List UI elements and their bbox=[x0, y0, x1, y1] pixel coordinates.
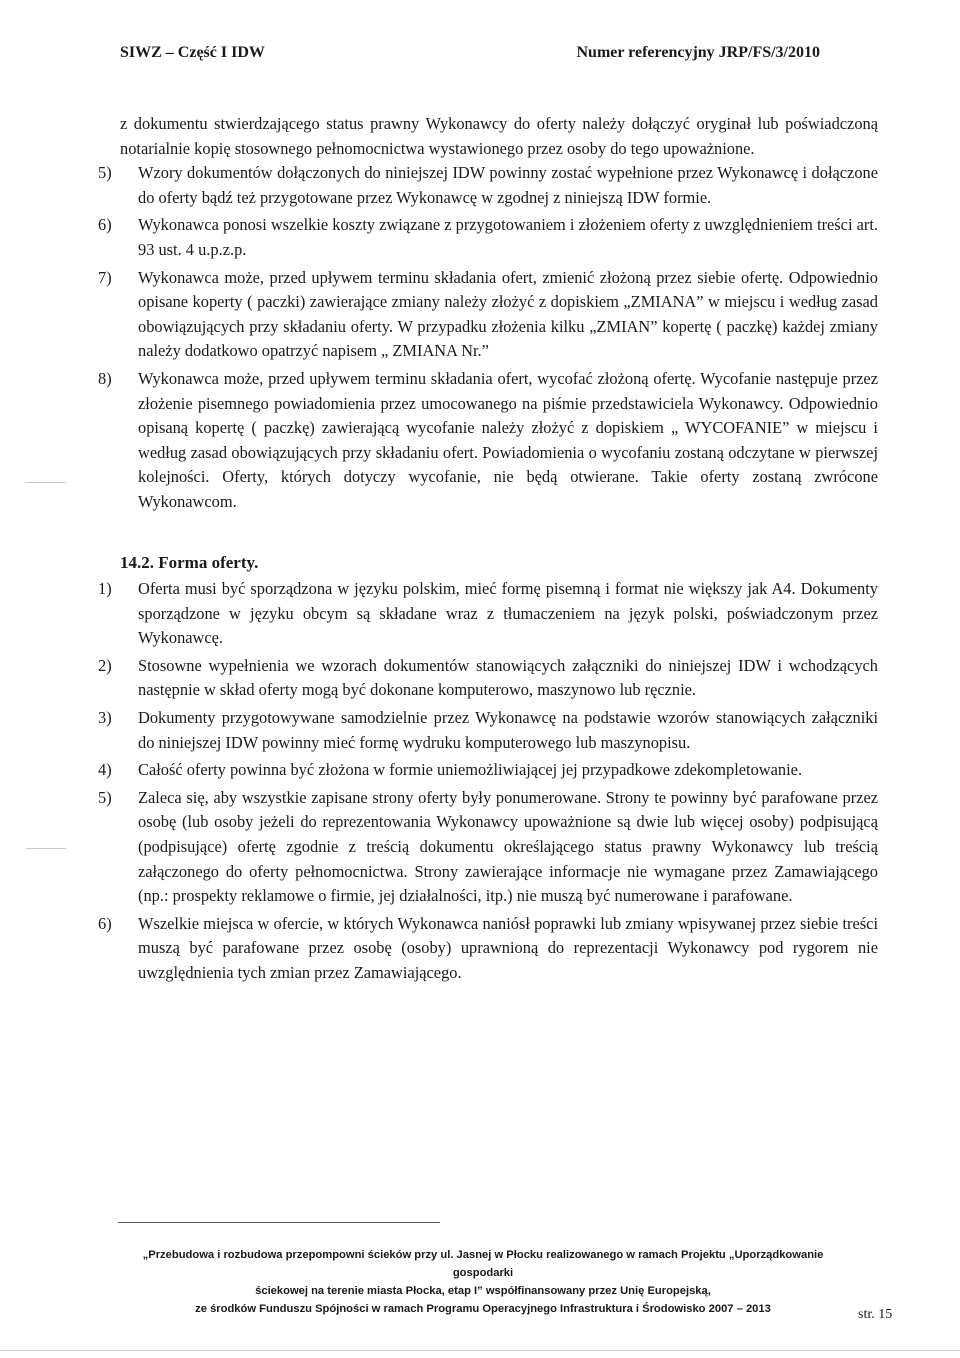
item-number: 6) bbox=[98, 215, 112, 235]
page-number: str. 15 bbox=[858, 1307, 893, 1322]
list-item bbox=[98, 266, 878, 364]
item-text: Wzory dokumentów dołączonych do niniejszej IDW powinny zostać wypełnione przez Wykonawcę i dołączone do oferty bądź też przygotowane przez Wykonawcę w zgodnej z niniejszą IDW formie. bbox=[138, 163, 878, 207]
item-text: Wszelkie miejsca w ofercie, w których Wykonawca naniósł poprawki lub zmiany wpisywanej przez siebie treści muszą być parafowane przez osobę (osoby) uprawnioną do reprezentacji Wykonawcy pod rygorem nie uwzględnienia tych zmian przez Zamawiającego. bbox=[138, 913, 878, 982]
item-number: 8) bbox=[98, 368, 112, 388]
intro-paragraph: z dokumentu stwierdzającego status prawny Wykonawcy do oferty należy dołączyć oryginał lub poświadczoną notarialnie kopię stosownego pełnomocnictwa wystawionego przez osoby do tego upoważnione. bbox=[120, 114, 878, 158]
item-text: Całość oferty powinna być złożona w formie uniemożliwiającej jej przypadkowe zdekompletowanie. bbox=[138, 760, 803, 780]
footer-line: „Przebudowa i rozbudowa przepompowni ścieków przy ul. Jasnej w Płocku realizowanego w ramach Projektu „Uporządkowanie gospodarki bbox=[142, 1249, 824, 1279]
list-item bbox=[98, 654, 878, 703]
scan-artifact bbox=[26, 848, 66, 849]
item-number: 3) bbox=[98, 708, 112, 728]
list-item bbox=[98, 786, 878, 909]
section-title: 14.2. Forma oferty. bbox=[120, 552, 259, 572]
list-item bbox=[98, 213, 878, 262]
scan-edge bbox=[0, 1350, 960, 1351]
list-item bbox=[98, 912, 878, 986]
item-text: Wykonawca może, przed upływem terminu składania ofert, wycofać złożoną ofertę. Wycofanie następuje przez złożenie pisemnego powiadomienia przez umocowanego na piśmie przedstawiciela Wykonawcy. Odpowiednio opisaną kopertę ( paczkę) zawierającą wycofanie należy złożyć z dopiskiem „ WYCOFANIE” w miejscu i według zasad obowiązujących przy składaniu ofert. Powiadomienia o wycofaniu zostaną odczytane w pierwszej kolejności. Oferty, których dotyczy wycofanie, nie będą otwierane. Takie oferty zostaną zwrócone Wykonawcom. bbox=[138, 368, 878, 511]
item-number: 5) bbox=[98, 787, 112, 807]
list-requirements bbox=[98, 161, 878, 514]
item-number: 5) bbox=[98, 163, 112, 183]
item-number: 4) bbox=[98, 760, 112, 780]
item-number: 6) bbox=[98, 913, 112, 933]
item-number: 7) bbox=[98, 267, 112, 287]
item-number: 2) bbox=[98, 655, 112, 675]
footer-line: ściekowej na terenie miasta Płocka, etap I” współfinansowany przez Unię Europejską, bbox=[255, 1285, 711, 1297]
header-left: SIWZ – Część I IDW bbox=[120, 44, 265, 61]
item-text: Wykonawca może, przed upływem terminu składania ofert, zmienić złożoną przez siebie ofertę. Odpowiednio opisane koperty ( paczki) zawierające zmiany należy złożyć z dopiskiem „ZMIANA” w miejscu i według zasad obowiązujących przy składaniu oferty. W przypadku złożenia kilku „ZMIAN” kopertę ( paczkę) każdej zmiany należy dodatkowo opatrzyć napisem „ ZMIANA Nr.” bbox=[138, 267, 878, 361]
list-offer-form bbox=[98, 577, 878, 986]
list-item bbox=[98, 577, 878, 651]
footer-line: ze środków Funduszu Spójności w ramach Programu Operacyjnego Infrastruktura i Środowisko 2007 – 2013 bbox=[195, 1303, 771, 1315]
scan-artifact bbox=[26, 482, 66, 483]
list-item bbox=[98, 367, 878, 515]
item-text: Stosowne wypełnienia we wzorach dokumentów stanowiących załączniki do niniejszej IDW i wchodzących następnie w skład oferty mogą być dokonane komputerowo, maszynowo lub ręcznie. bbox=[138, 655, 878, 700]
item-text: Dokumenty przygotowywane samodzielnie przez Wykonawcę na podstawie wzorów stanowiących załączniki do niniejszej IDW powinny mieć formę wydruku komputerowego lub maszynopisu. bbox=[138, 708, 878, 752]
item-text: Zaleca się, aby wszystkie zapisane strony oferty były ponumerowane. Strony te powinny być parafowane przez osobę (lub osoby jeżeli do reprezentowania Wykonawcy upoważnione są dwie lub więcej osoby) podpisującą (podpisujące) ofertę zgodnie z treścią dokumentu określającego status prawny Wykonawcy lub treścią załączonego do oferty pełnomocnictwa. Strony zawierające informacje nie wymagane przez Zamawiającego (np.: prospekty reklamowe o firmie, jej działalności, itp.) nie muszą być numerowane i parafowane. bbox=[138, 787, 878, 906]
list-item bbox=[98, 706, 878, 755]
page-footer bbox=[118, 1246, 848, 1318]
document-body bbox=[98, 112, 878, 989]
item-text: Wykonawca ponosi wszelkie koszty związane z przygotowaniem i złożeniem oferty z uwzględnieniem treści art. 93 ust. 4 u.p.z.p. bbox=[138, 215, 878, 259]
item-number: 1) bbox=[98, 579, 112, 599]
list-item bbox=[98, 161, 878, 210]
page-header bbox=[120, 44, 820, 62]
header-right: Numer referencyjny JRP/FS/3/2010 bbox=[576, 44, 820, 61]
item-text: Oferta musi być sporządzona w języku polskim, mieć formę pisemną i format nie większy jak A4. Dokumenty sporządzone w języku obcym są składane wraz z tłumaczeniem na język polski, poświadczonym przez Wykonawcę. bbox=[138, 579, 878, 648]
list-item bbox=[98, 758, 878, 783]
footer-divider bbox=[118, 1222, 440, 1223]
